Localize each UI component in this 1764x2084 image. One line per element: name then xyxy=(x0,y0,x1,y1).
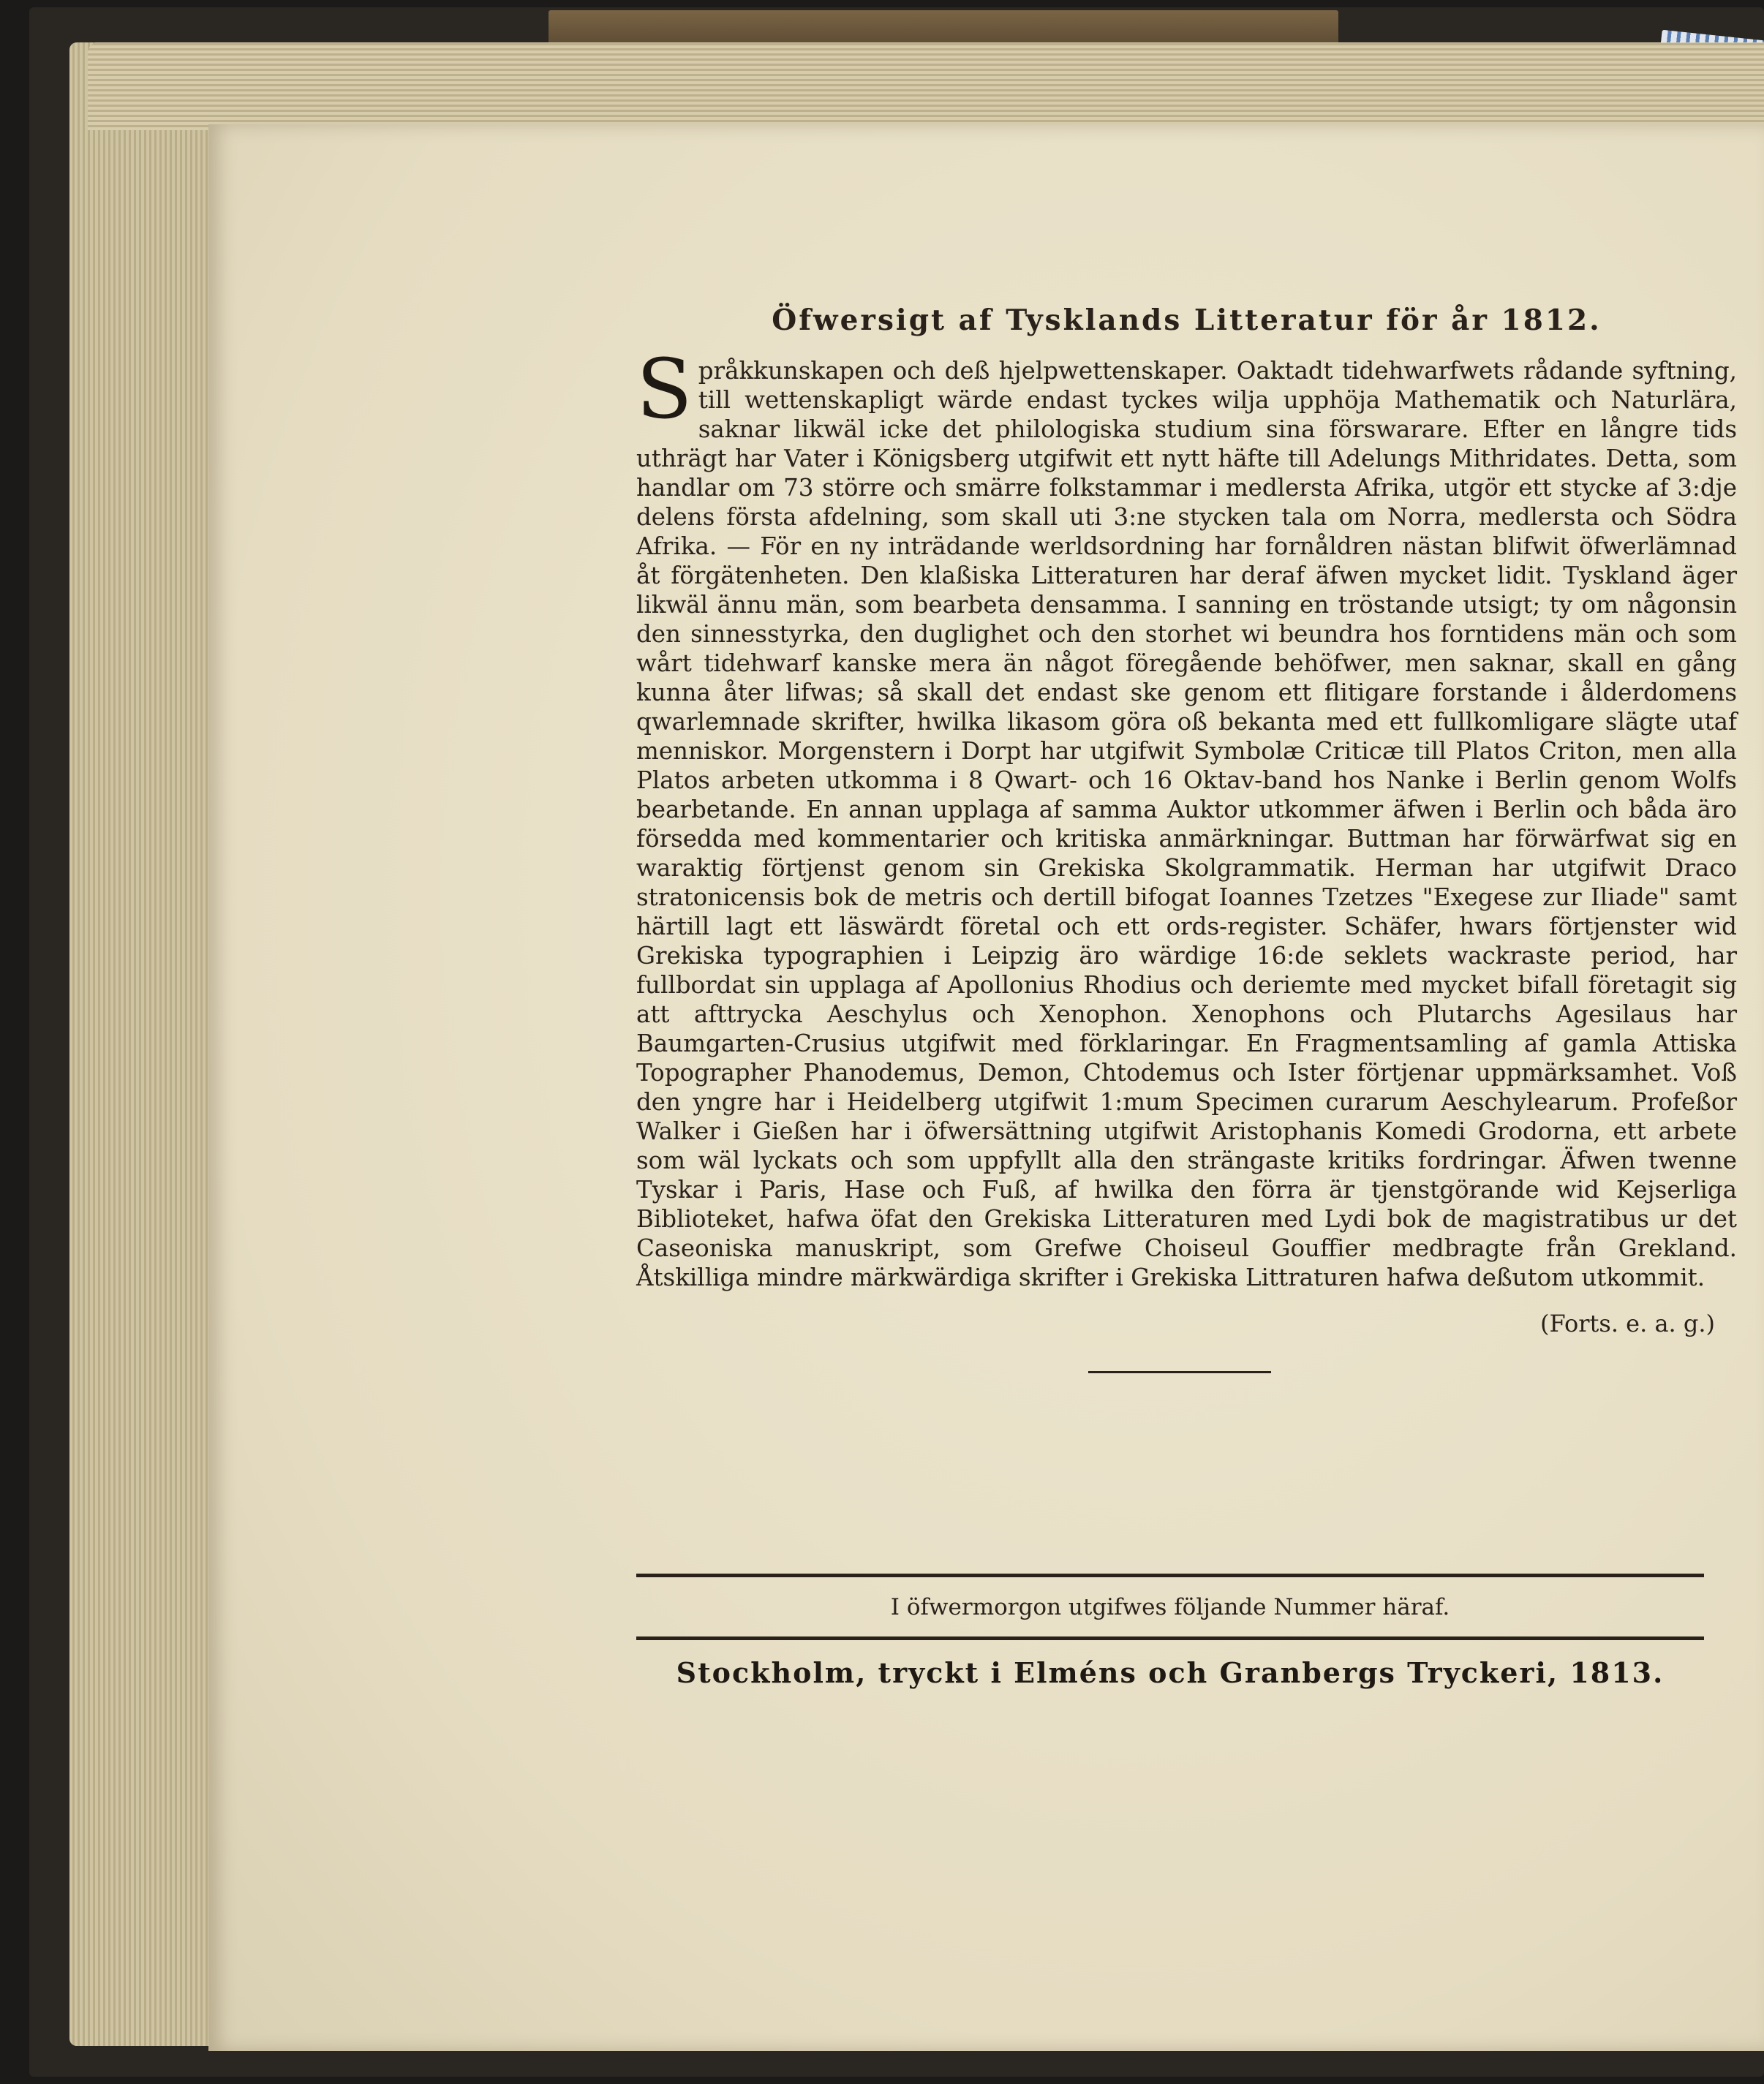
next-issue-notice: I öfwermorgon utgifwes följande Nummer häraf. xyxy=(890,1594,1450,1620)
book-board-top xyxy=(549,10,1338,45)
article-body xyxy=(636,342,1737,1292)
drop-cap: S xyxy=(636,342,693,437)
printer-imprint: Stockholm, tryckt i Elméns och Granbergs Tryckeri, 1813. xyxy=(676,1656,1665,1689)
article xyxy=(636,303,1737,1373)
page-edges-top xyxy=(88,42,1764,130)
divider-top xyxy=(636,1574,1704,1577)
divider-bottom xyxy=(636,1636,1704,1640)
article-text: pråkkunskapen och deß hjelpwettenskaper. Oaktadt tidehwarfwets rådande syftning, till wettenskapligt wärde endast tyckes wilja upphöja Mathematik och Naturlära, saknar likwäl icke det philologiska studium sina förswarare. Efter en långre tids uthrägt har Vater i Königsberg utgifwit ett nytt häfte till Adelungs Mithridates. Detta, som handlar om 73 större och smärre folkstammar i medlersta Afrika, utgör ett stycke af 3:dje delens första afdelning, som skall uti 3:ne stycken tala om Norra, medlersta och Södra Afrika. — För en ny inträdande werldsordning har fornåldren nästan blifwit öfwerlämnad åt förgätenheten. Den klaßiska Litteraturen har deraf äfwen mycket lidit. Tyskland äger likwäl ännu män, som bearbeta densamma. I sanning en tröstande utsigt; ty om någonsin den sinnesstyrka, den duglighet och den storhet wi beundra hos forntidens män och som wårt tidehwarf kanske mera än något föregående behöfwer, men saknar, skall en gång kunna åter lifwas; så skall det endast ske genom ett flitigare forstande i ålderdomens qwarlemnade skrifter, hwilka likasom göra oß bekanta med ett fullkomligare slägte utaf menniskor. Morgenstern i Dorpt har utgifwit Symbolæ Criticæ till Platos Criton, men alla Platos arbeten utkomma i 8 Qwart- och 16 Oktav-band hos Nanke i Berlin genom Wolfs bearbetande. En annan upplaga af samma Auktor utkommer äfwen i Berlin och båda äro försedda med kommentarier och kritiska anmärkningar. Buttman har förwärfwat sig en waraktig förtjenst genom sin Grekiska Skolgrammatik. Herman har utgifwit Draco stratonicensis bok de metris och dertill bifogat Ioannes Tzetzes "Exegese zur Iliade" samt härtill lagt ett läswärdt företal och ett ords-register. Schäfer, hwars förtjenster wid Grekiska typographien i Leipzig äro wärdige 16:de seklets wackraste period, har fullbordat sin upplaga af Apollonius Rhodius och deriemte med mycket bifall företagit sig att afttrycka Aeschylus och Xenophon. Xenophons och Plutarchs Agesilaus har Baumgarten-Crusius utgifwit med förklaringar. En Fragmentsamling af gamla Attiska Topographer Phanodemus, Demon, Chtodemus och Ister förtjenar uppmärksamhet. Voß den yngre har i Heidelberg utgifwit 1:mum Specimen curarum Aeschylearum. Profeßor Walker i Gießen har i öfwersättning utgifwit Aristophanis Komedi Grodorna, ett arbete som wäl lyckats och som uppfyllt alla den strängaste kritiks fordringar. Äfwen twenne Tyskar i Paris, Hase och Fuß, af hwilka den förra är tjenstgörande wid Kejserliga Biblioteket, hafwa öfat den Grekiska Litteraturen med Lydi bok de magistratibus ur det Caseoniska manuskript, som Grefwe Choiseul Gouffier medbragte från Grekland. Åtskilliga mindre märkwärdiga skrifter i Grekiska Littraturen hafwa deßutom utkommit. xyxy=(636,357,1737,1291)
article-title: Öfwersigt af Tysklands Litteratur för år 1812. xyxy=(772,303,1602,337)
short-divider xyxy=(1088,1371,1271,1373)
continued-note: (Forts. e. a. g.) xyxy=(1540,1310,1715,1337)
